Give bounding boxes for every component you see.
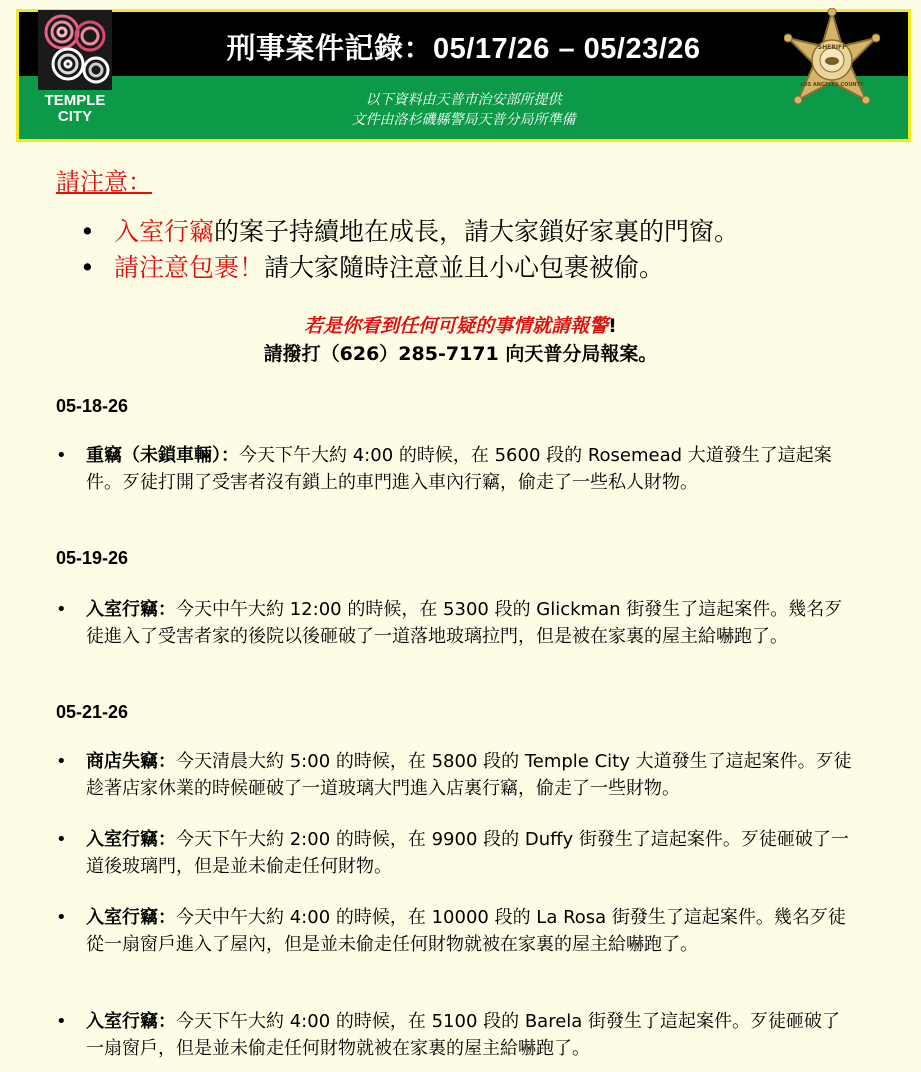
incident-label: 重竊（未鎖車輛）	[86, 445, 221, 466]
logo-text	[38, 93, 112, 125]
incident-text	[86, 442, 856, 496]
bullet-dot-icon: •	[80, 253, 95, 282]
subtitle-line-1: 以下資料由天普市治安部所提供	[365, 92, 562, 108]
report-line-1	[0, 312, 921, 340]
banner-subtitle	[19, 90, 908, 130]
incident-text	[86, 1008, 856, 1062]
incident-sep: ：	[158, 907, 176, 928]
incident-text	[86, 748, 856, 802]
report-callout	[0, 312, 921, 368]
incident-label: 入室行竊	[86, 829, 158, 850]
incident-sep: ：	[158, 599, 176, 620]
bullet-dot-icon: •	[56, 445, 67, 466]
bullet-dot-icon: •	[56, 1011, 67, 1032]
badge-text-top: SHERIFF	[817, 44, 847, 51]
report-line-1-bang: !	[608, 315, 617, 337]
notice-bullet-red: 入室行竊	[114, 217, 215, 246]
sheriff-star-icon	[784, 8, 880, 128]
bullet-dot-icon: •	[56, 751, 67, 772]
incident-text	[86, 826, 856, 880]
incident-label: 入室行竊	[86, 1011, 158, 1032]
incident-label: 商店失竊	[86, 751, 158, 772]
incident-sep: ：	[158, 751, 176, 772]
section-date: 05-21-26	[56, 702, 129, 722]
incident-body: 今天下午大約 4:00 的時候，在 5100 段的 Barela 街發生了這起案件。歹徒砸破了一扇窗戶，但是並未偷走任何財物就被在家裏的屋主給嚇跑了。	[86, 1011, 841, 1059]
incident-body: 今天中午大約 12:00 的時候，在 5300 段的 Glickman 街發生了這起案件。幾名歹徒進入了受害者家的後院以後砸破了一道落地玻璃拉門，但是被在家裏的屋主給嚇跑了。	[86, 599, 843, 647]
incident-item	[56, 1008, 856, 1062]
section-date: 05-18-26	[56, 396, 129, 416]
notice-bullet-text: 請大家隨時注意並且小心包裹被偷。	[264, 253, 665, 282]
page-title	[19, 26, 908, 67]
incident-body: 今天中午大約 4:00 的時候，在 10000 段的 La Rosa 街發生了這起案件。幾名歹徒從一扇窗戶進入了屋內，但是並未偷走任何財物就被在家裏的屋主給嚇跑了。	[86, 907, 846, 955]
notice-bullet	[80, 214, 739, 250]
incident-sep: ：	[158, 1011, 176, 1032]
incident-item	[56, 596, 856, 650]
notice-bullets	[80, 214, 739, 286]
notice-bullet-red: 請注意包裹！	[114, 253, 265, 282]
incident-item	[56, 826, 856, 880]
incident-text	[86, 904, 856, 958]
incident-label: 入室行竊	[86, 907, 158, 928]
incident-body: 今天下午大約 2:00 的時候，在 9900 段的 Duffy 街發生了這起案件。歹徒砸破了一道後玻璃門，但是並未偷走任何財物。	[86, 829, 849, 877]
report-line-2: 請撥打（626）285-7171 向天普分局報案。	[263, 343, 658, 365]
incident-text	[86, 596, 856, 650]
incident-item	[56, 904, 856, 958]
incident-body: 今天清晨大約 5:00 的時候，在 5800 段的 Temple City 大道發生了這起案件。歹徒趁著店家休業的時候砸破了一道玻璃大門進入店裏行竊，偷走了一些財物。	[86, 751, 852, 799]
sheriff-badge	[784, 8, 880, 128]
logo-text-line-2: CITY	[57, 108, 93, 125]
incident-sep: ：	[221, 445, 239, 466]
bullet-dot-icon: •	[56, 599, 67, 620]
incident-label: 入室行竊	[86, 599, 158, 620]
incident-body: 今天下午大約 4:00 的時候，在 5600 段的 Rosemead 大道發生了這起案件。歹徒打開了受害者沒有鎖上的車門進入車內行竊，偷走了一些私人財物。	[86, 445, 832, 493]
bullet-dot-icon: •	[80, 217, 95, 246]
badge-text-bottom: LOS ANGELES COUNTY	[800, 82, 864, 88]
subtitle-line-2: 文件由洛杉磯縣警局天普分局所準備	[351, 112, 576, 128]
rose-logo-icon	[38, 10, 112, 90]
incident-item	[56, 748, 856, 802]
section-date: 05-19-26	[56, 548, 129, 568]
bullet-dot-icon: •	[56, 907, 67, 928]
temple-city-logo	[38, 10, 112, 130]
notice-heading: 請注意：	[56, 168, 152, 196]
header-banner	[16, 9, 911, 142]
incident-sep: ：	[158, 829, 176, 850]
bullet-dot-icon: •	[56, 829, 67, 850]
logo-text-line-1: TEMPLE	[44, 92, 106, 109]
title-prefix: 刑事案件記錄：	[226, 31, 433, 65]
incident-item	[56, 442, 856, 496]
notice-bullet	[80, 250, 739, 286]
notice-bullet-text: 的案子持續地在成長，請大家鎖好家裏的門窗。	[214, 217, 740, 246]
report-line-1-text: 若是你看到任何可疑的事情就請報警	[304, 315, 609, 337]
title-dates: 05/17/26 – 05/23/26	[433, 33, 701, 65]
